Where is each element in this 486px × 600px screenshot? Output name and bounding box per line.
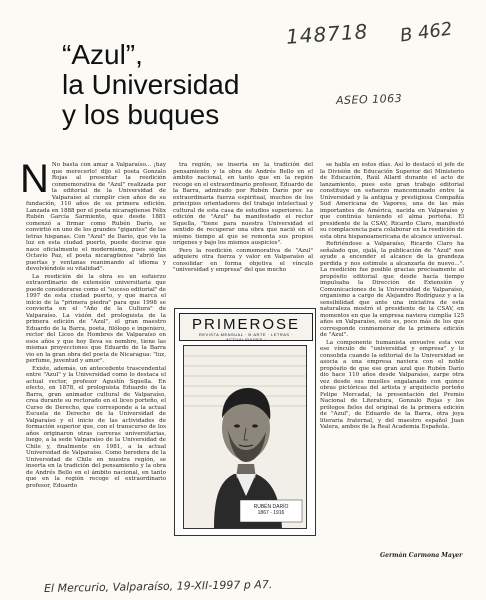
caption-years: 1867 - 1916 [257,510,285,516]
paragraph: tra región, se inserta en la tradición del pensamiento y la obra de Andrés Bello en el ámbito nacional, en tanto que en la región recoge en el extraordinario profesor, Eduardo de la Barra, admirado por Rubén Darío por su extraordinaria fuerza espiritual, muchos de los principios orientadores del trabajo intelectual y cultural de esta casa de estudios superiores. La edición de "Azul" ha manifestado el rector Squella, "tiene para nuestra Universidad el sentido de recuperar una obra que nació en el mismo tiempo al que se remonta sus propios orígenes y bajo los mismos auspicios". [173,162,313,246]
paragraph: Pero la reedición conmemorativa de "Azul" adquiere otra fuerza y valor en Valparaíso al consolidar en forma objetiva el vínculo "universidad y empresa" del que mucho [173,247,313,273]
handwritten-archive-code: ASEO 1063 [335,91,403,108]
paragraph: La componente humanista envuelve esta vez ese vínculo de "universidad y empresa" y lo consolida cuando la editorial de la Universidad se asocia a una empresa naviera con el noble propósito de que ese gran azul que Rubén Darío dio hace 110 años desde Valparaíso, zarpe otra vez desde sus muelles engalanado con quince obras pictóricas del artista y arquitecto porteño Felipe Mercadal, la presentación del Premio Nacional de Literatura, Gonzalo Rojas y los prólogos fieles del original de la primera edición de "Azul", de Eduardo de la Barra, otra joya literaria fraternal, y del maestro español Juan Valera, ambos de la Real Academia Española. [320,339,464,430]
paragraph: se habla en estos días. Así lo destacó el jefe de la División de Educación Superior del Ministerio de Educación, Raúl Allard durante el acto de lanzamiento, pues este gran trabajo editorial constituye un esfuerzo mancomunado entre la Universidad y la antigua y prestigiosa Compañía Sud Americana de Vapores, una de las más importantes de América, nacida en Valparaíso y que continúa teniendo el alma porteña. El presidente de la CSAV, Ricardo Claro, manifestó su complacencia para colaborar en la reedición de esta obra hispanoamericana de alcance universal. [320,162,464,240]
handwritten-source-note: El Mercurio, Valparaíso, 19-XII-1997 p A7. [43,578,273,595]
headline-line-2: la Universidad [62,69,240,100]
portrait-frame [183,345,307,529]
article-column-1 [20,157,166,574]
magazine-name: PRIMEROSE [191,316,300,333]
byline: Germán Carmona Mayer [380,552,463,559]
magazine-cover-image [174,308,316,536]
article-column-2 [173,162,313,304]
headline-line-1: “Azul”, [62,39,143,70]
portrait-caption [240,504,302,516]
caption-name: RUBÉN DARÍO [253,504,289,510]
paragraph: Refiriéndose a Valparaíso, Ricardo Claro ha señalado que, ojalá, la publicación de "Azul" nos ayude a encender el alcance de la grandeza perdida y nos estimule a alcanzarla de nuevo...". La reedición fue posible gracias precisamente al propósito editorial que desde hacía tiempo impulsaba la Dirección de Extensión y Comunicaciones de la Universidad de Valparaíso, organismo a cargo de Alejandro Rodríguez y a la sensibilidad que ante una iniciativa de esta naturaleza mostró el presidente de la CSAV, en momentos en que la empresa naviera cumplía 125 años en Valparaíso, esto es, poco más de los que corresponde conmemorar de la primera edición de "Azul". [320,241,464,338]
magazine-masthead [179,313,313,341]
drop-cap: N [20,157,49,201]
handwritten-top-right-note: B 462 [398,18,454,47]
portrait-illustration [184,346,306,528]
headline [62,40,272,130]
paragraph: Existe, además, un antecedente trascendental entre "Azul" y la Universidad como lo destaca el actual rector, profesor Agustín Squella. En efecto, en 1878, el prologuista Eduardo de la Barra, gran animador cultural de Valparaíso, crea durante su rectorado en el liceo porteño, el Curso de Derecho, que corresponde a la actual Escuela de Derecho de la Universidad de Valparaíso y el inicio de las actividades de formación superior que, con el transcurso de los años originaron otras carreras universitarias, luego, a la sede Valparaíso de la Universidad de Chile y, finalmente en 1981, a la actual Universidad de Valparaíso. Como heredera de la Universidad de Chile en nuestra región, se inserta en la tradición del pensamiento y la obra de Andrés Bello en el ámbito nacional, en tanto que en la región recoge el extraordinario profesor, Eduardo [26,365,166,489]
handwritten-accession-number: 148718 [285,19,370,49]
paragraph: N No basta con amar a Valparaíso... ¡hay que merecerlo! dijo el poeta Gonzalo Rojas al presentar la reedición conmemorativa de "Azul" realizada por la editorial de la Universidad de Valparaíso al cumplir cien años de su fundación, 110 años de su primera edición. Lanzada en 1888 por el poeta nicaragüense Félix Rubén García Sarmiento, que desde 1881 comenzó a firmar como Rubén Darío, se convirtió en uno de los grandes "gigantes" de las letras hispanas. Con "Azul" de Darío, que vio la luz en esta ciudad puerto, puede decirse que nace oficialmente el modernismo, pues según Octavio Paz, el poeta nicaragüense "abrió las puertas y ventanas reanimando al idioma y devolviéndole su vitalidad". [20,157,166,272]
headline-line-3: y los buques [62,99,220,130]
magazine-tagline: REVISTA MENSUAL · B·ARTE · LETRAS · ACTUALIDADES · [198,332,294,342]
paragraph: La reedición de la obra es un esfuerzo extraordinario de extensión universitaria que puede considerarse como el "suceso editorial" de 1997 de esta ciudad puerto, y que marca el inicio de la "primera piedra" para que 1998 se convierta en el "Año de la Cultura" de Valparaíso. La visión del prologuista de la primera edición de "Azul", el gran maestro Eduardo de la Barra, poeta, filólogo e ingeniero, rector del Liceo de Hombres de Valparaíso en esos años y que hoy lleva su nombre, tiene las mismas proyecciones que Eduardo de la Barra vio en la gran obra del poeta de Nicaragua: "luz, perfume, juventud y amor". [26,273,166,364]
article-column-3 [320,162,464,574]
